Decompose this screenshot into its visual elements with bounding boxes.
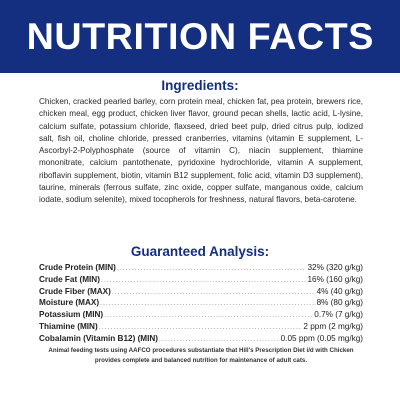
analysis-label: Crude Fat (MIN) bbox=[39, 274, 100, 284]
guaranteed-analysis-table bbox=[39, 262, 363, 345]
analysis-value: 0.05 ppm (0.05 mg/kg) bbox=[280, 333, 363, 343]
analysis-label: Cobalamin (Vitamin B12) (MIN) bbox=[39, 333, 159, 343]
dot-leader bbox=[104, 310, 313, 322]
guaranteed-analysis-heading: Guaranteed Analysis: bbox=[130, 244, 270, 259]
analysis-value: 8% (80 g/kg) bbox=[316, 298, 363, 308]
ingredients-list: Chicken, cracked pearled barley, corn protein meal, chicken fat, pea protein, brewers rice, chicken meal, egg product, chicken liver flavor, ground pecan shells, lactic acid, L-lysine, calcium sulfate, potassium chloride, flaxseed, dried beet pulp, dried citrus pulp, iodized salt, fish oil, choline chloride, pressed cranberries, vitamins (vitamin E supplement, L-Ascorbyl-2-Polyphosphate (source of vitamin C), niacin supplement, thiamine mononitrate, calcium pantothenate, pyridoxine hydrochloride, vitamin A supplement, riboflavin supplement, biotin, vitamin B12 supplement, folic acid, vitamin D3 supplement), taurine, minerals (ferrous sulfate, zinc oxide, copper sulfate, manganous oxide, calcium iodate, sodium selenite), mixed tocopherols for freshness, natural flavors, beta-carotene. bbox=[39, 97, 363, 205]
dot-leader bbox=[159, 334, 280, 346]
analysis-label: Moisture (MAX) bbox=[39, 298, 100, 308]
analysis-row-crude-fat bbox=[39, 274, 363, 286]
dot-leader bbox=[100, 298, 316, 310]
analysis-label: Crude Fiber (MAX) bbox=[39, 286, 111, 296]
analysis-row-crude-fiber bbox=[39, 286, 363, 298]
analysis-value: 16% (160 g/kg) bbox=[307, 274, 363, 284]
analysis-value: 32% (320 g/kg) bbox=[307, 263, 363, 272]
analysis-label: Crude Protein (MIN) bbox=[39, 263, 116, 272]
analysis-row-thiamine bbox=[39, 321, 363, 333]
banner-title: NUTRITION FACTS bbox=[26, 15, 374, 57]
aafco-statement: Animal feeding tests using AAFCO procedures substantiate that Hill's Prescription Diet i/d with Chicken provides complete and balanced nutrition for maintenance of adult cats. bbox=[48, 347, 354, 364]
analysis-row-moisture bbox=[39, 297, 363, 309]
dot-leader bbox=[112, 287, 316, 299]
analysis-value: 0.7% (7 g/kg) bbox=[314, 310, 363, 320]
dot-leader bbox=[101, 275, 307, 287]
analysis-row-potassium bbox=[39, 309, 363, 321]
analysis-row-cobalamin bbox=[39, 333, 363, 345]
analysis-row-crude-protein bbox=[39, 262, 363, 274]
dot-leader bbox=[117, 263, 307, 275]
analysis-label: Potassium (MIN) bbox=[39, 310, 104, 320]
analysis-value: 2 ppm (2 mg/kg) bbox=[303, 321, 363, 331]
analysis-label: Thiamine (MIN) bbox=[39, 321, 98, 331]
nutrition-facts-banner bbox=[0, 0, 400, 73]
analysis-value: 4% (40 g/kg) bbox=[316, 286, 363, 296]
ingredients-heading: Ingredients: bbox=[161, 78, 239, 93]
